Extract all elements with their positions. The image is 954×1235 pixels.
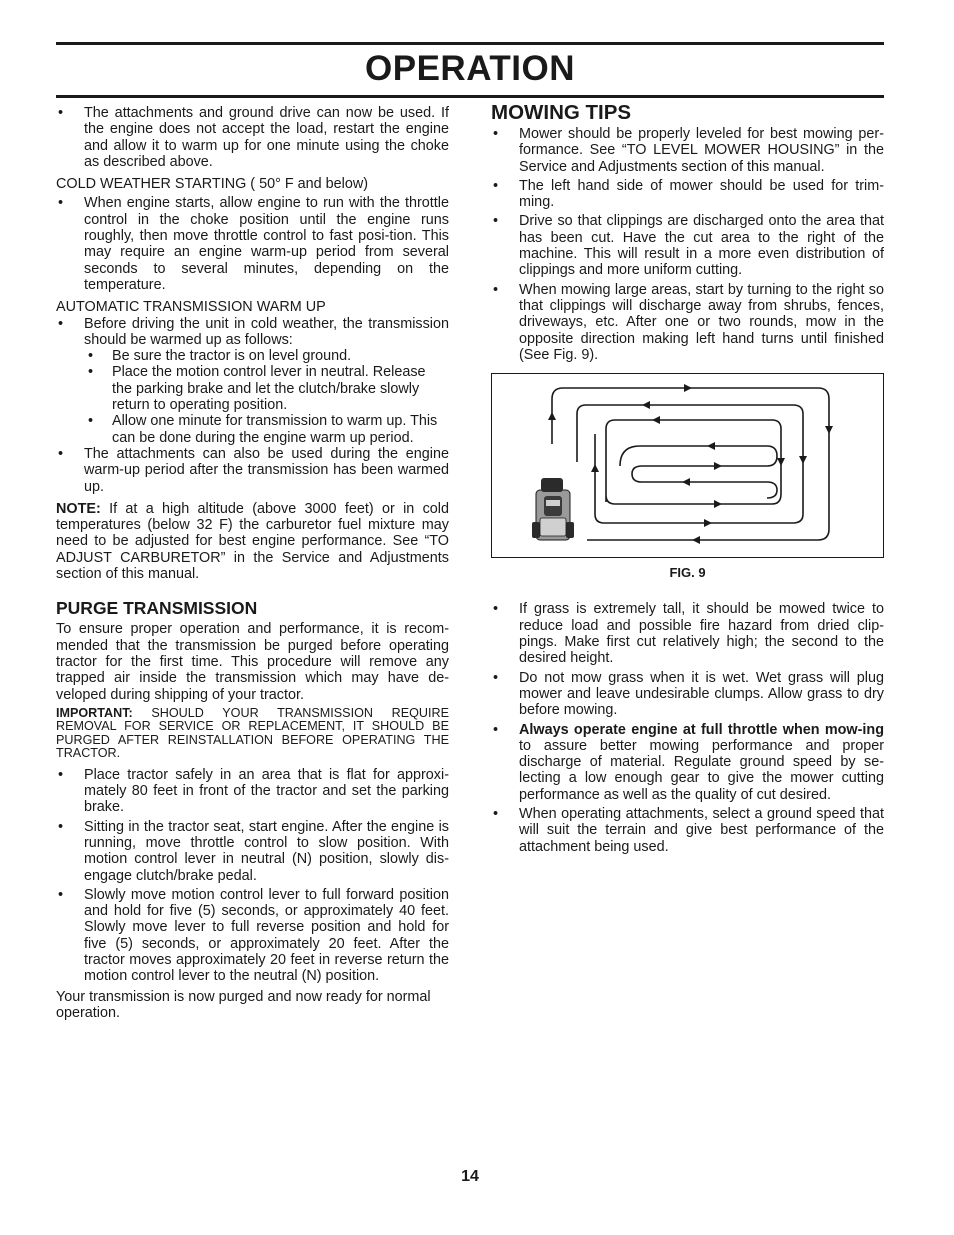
grass-tips-bullet-list bbox=[491, 601, 884, 854]
arrow-up-icon bbox=[591, 464, 599, 472]
third-mowing-path bbox=[606, 420, 781, 504]
list-item: • When mowing large areas, start by turning to the right so that clippings will discharge away from shrubs, fences, driveways, etc. After one or two rounds, mow in the opposite direction making left hand turns until finished (See Fig. 9). bbox=[491, 282, 884, 363]
page-title: OPERATION bbox=[365, 49, 575, 88]
arrow-right-icon bbox=[714, 462, 722, 470]
figure-caption: FIG. 9 bbox=[669, 565, 706, 581]
list-item: • Do not mow grass when it is wet. Wet grass will plug mower and leave undesirable clumps. Allow grass to dry before mowing. bbox=[491, 670, 884, 719]
sub-list-item: • Allow one minute for transmission to warm up. This can be done during the engine warm up period. bbox=[84, 413, 449, 446]
arrow-left-icon bbox=[707, 442, 715, 450]
throttle-text: to assure better mowing performance and proper discharge of material. Regulate ground speed by se-lecting a low enough gear to give the mower cutting performance as well as the quality of cut desired. bbox=[519, 737, 884, 803]
purge-bullet-list bbox=[56, 767, 449, 985]
intro-bullet-list bbox=[56, 105, 449, 170]
throttle-bold-text: Always operate engine at full throttle when mow-ing bbox=[519, 721, 884, 738]
outer-mowing-path bbox=[552, 388, 829, 540]
arrow-left-icon bbox=[682, 478, 690, 486]
important-notice bbox=[56, 707, 449, 761]
tractor-icon bbox=[532, 478, 574, 540]
arrow-right-icon bbox=[684, 384, 692, 392]
arrow-down-icon bbox=[777, 458, 785, 466]
important-label: IMPORTANT: bbox=[56, 705, 133, 720]
arrow-left-icon bbox=[652, 416, 660, 424]
mowing-pattern-figure bbox=[491, 373, 884, 558]
important-text: SHOULD YOUR TRANSMISSION REQUIRE REMOVAL FOR SERVICE OR REPLACEMENT, IT SHOULD BE PURGED AFTER REINSTALLATION BEFORE OPERATING THE TRACTOR. bbox=[56, 705, 449, 761]
arrow-down-icon bbox=[825, 426, 833, 434]
list-item: • Place tractor safely in an area that is flat for approxi-mately 80 feet in front of the tractor and set the parking brake. bbox=[56, 767, 449, 816]
note-label: NOTE: bbox=[56, 500, 101, 517]
list-item: • Mower should be properly leveled for best mowing per-formance. See “TO LEVEL MOWER HOUSING” in the Service and Adjustments section of this manual. bbox=[491, 126, 884, 175]
mowing-tips-bullet-list bbox=[491, 126, 884, 363]
auto-transmission-heading: AUTOMATIC TRANSMISSION WARM UP bbox=[56, 299, 326, 316]
list-item: • The attachments can also be used during the engine warm-up period after the transmission has been warmed up. bbox=[56, 446, 449, 495]
list-item: • If grass is extremely tall, it should be mowed twice to reduce load and possible fire hazard from dried clip-pings. Make first cut relatively high; the second to the desired height. bbox=[491, 601, 884, 666]
header-rule-bottom bbox=[56, 95, 884, 98]
list-item: • Slowly move motion control lever to full forward position and hold for five (5) seconds, or approximately 40 feet. Slowly move lever to full reverse position and hold for five (5) seconds, or approximately 20 feet. After the tractor moves approximately 20 feet in reverse return the motion control lever to the neutral (N) position. bbox=[56, 887, 449, 985]
cold-weather-heading: COLD WEATHER STARTING ( 50° F and below) bbox=[56, 176, 369, 193]
mowing-pattern-diagram bbox=[492, 374, 883, 557]
list-item-text: Before driving the unit in cold weather, the transmission should be warmed up as follows: bbox=[84, 315, 449, 348]
arrow-right-icon bbox=[714, 500, 722, 508]
arrow-left-icon bbox=[642, 401, 650, 409]
cold-weather-bullet-list bbox=[56, 195, 449, 293]
inner-mowing-path bbox=[620, 446, 777, 498]
page-number: 14 bbox=[461, 1168, 479, 1185]
warm-up-sublist bbox=[84, 348, 449, 446]
sub-list-item: • Be sure the tractor is on level ground. bbox=[84, 348, 449, 364]
right-column bbox=[491, 102, 884, 858]
list-item: • The left hand side of mower should be used for trim-ming. bbox=[491, 178, 884, 211]
arrow-down-icon bbox=[799, 456, 807, 464]
list-item bbox=[56, 316, 449, 446]
list-item: • The attachments and ground drive can now be used. If the engine does not accept the load, restart the engine and allow it to warm up for one minute using the choke as described above. bbox=[56, 105, 449, 170]
second-mowing-path bbox=[577, 405, 803, 523]
auto-transmission-bullet-list bbox=[56, 316, 449, 495]
list-item: • Drive so that clippings are discharged onto the area that has been cut. Have the cut area to the right of the machine. This will result in a more even distribution of clippings and more uniform cutting. bbox=[491, 213, 884, 278]
purge-closing-paragraph: Your transmission is now purged and now ready for normal operation. bbox=[56, 988, 431, 1021]
note-text: If at a high altitude (above 3000 feet) or in cold temperatures (below 32 F) the carburetor fuel mixture may need to be adjusted for best engine performance. See “TO ADJUST CARBURETOR” in the Service and Adjustments section of this manual. bbox=[56, 500, 449, 583]
list-item: • When engine starts, allow engine to run with the throttle control in the choke position until the engine runs roughly, then move throttle control to fast posi-tion. This may require an engine warm-up period from several seconds to several minutes, depending on the temperature. bbox=[56, 195, 449, 293]
sub-list-item: • Place the motion control lever in neutral. Release the parking brake and let the clutch/brake slowly return to operating position. bbox=[84, 364, 449, 413]
header-rule-top bbox=[56, 42, 884, 45]
purge-transmission-heading: PURGE TRANSMISSION bbox=[56, 598, 258, 619]
list-item bbox=[491, 722, 884, 803]
purge-intro-paragraph: To ensure proper operation and performance, it is recom-mended that the transmission be purged before operating tractor for the first time. This procedure will remove any trapped air inside the transmission which may have de-veloped during shipping of your tractor. bbox=[56, 621, 449, 703]
left-column bbox=[56, 105, 449, 1025]
list-item: • When operating attachments, select a ground speed that will suit the terrain and give best performance of the attachment being used. bbox=[491, 806, 884, 855]
mowing-tips-heading: MOWING TIPS bbox=[491, 101, 632, 124]
arrow-left-icon bbox=[692, 536, 700, 544]
note-paragraph bbox=[56, 501, 449, 582]
list-item: • Sitting in the tractor seat, start engine. After the engine is running, move throttle control to slow position. With motion control lever in neutral (N) position, slowly dis-engage clutch/brake pedal. bbox=[56, 819, 449, 884]
arrow-up-icon bbox=[548, 412, 556, 420]
arrow-right-icon bbox=[704, 519, 712, 527]
